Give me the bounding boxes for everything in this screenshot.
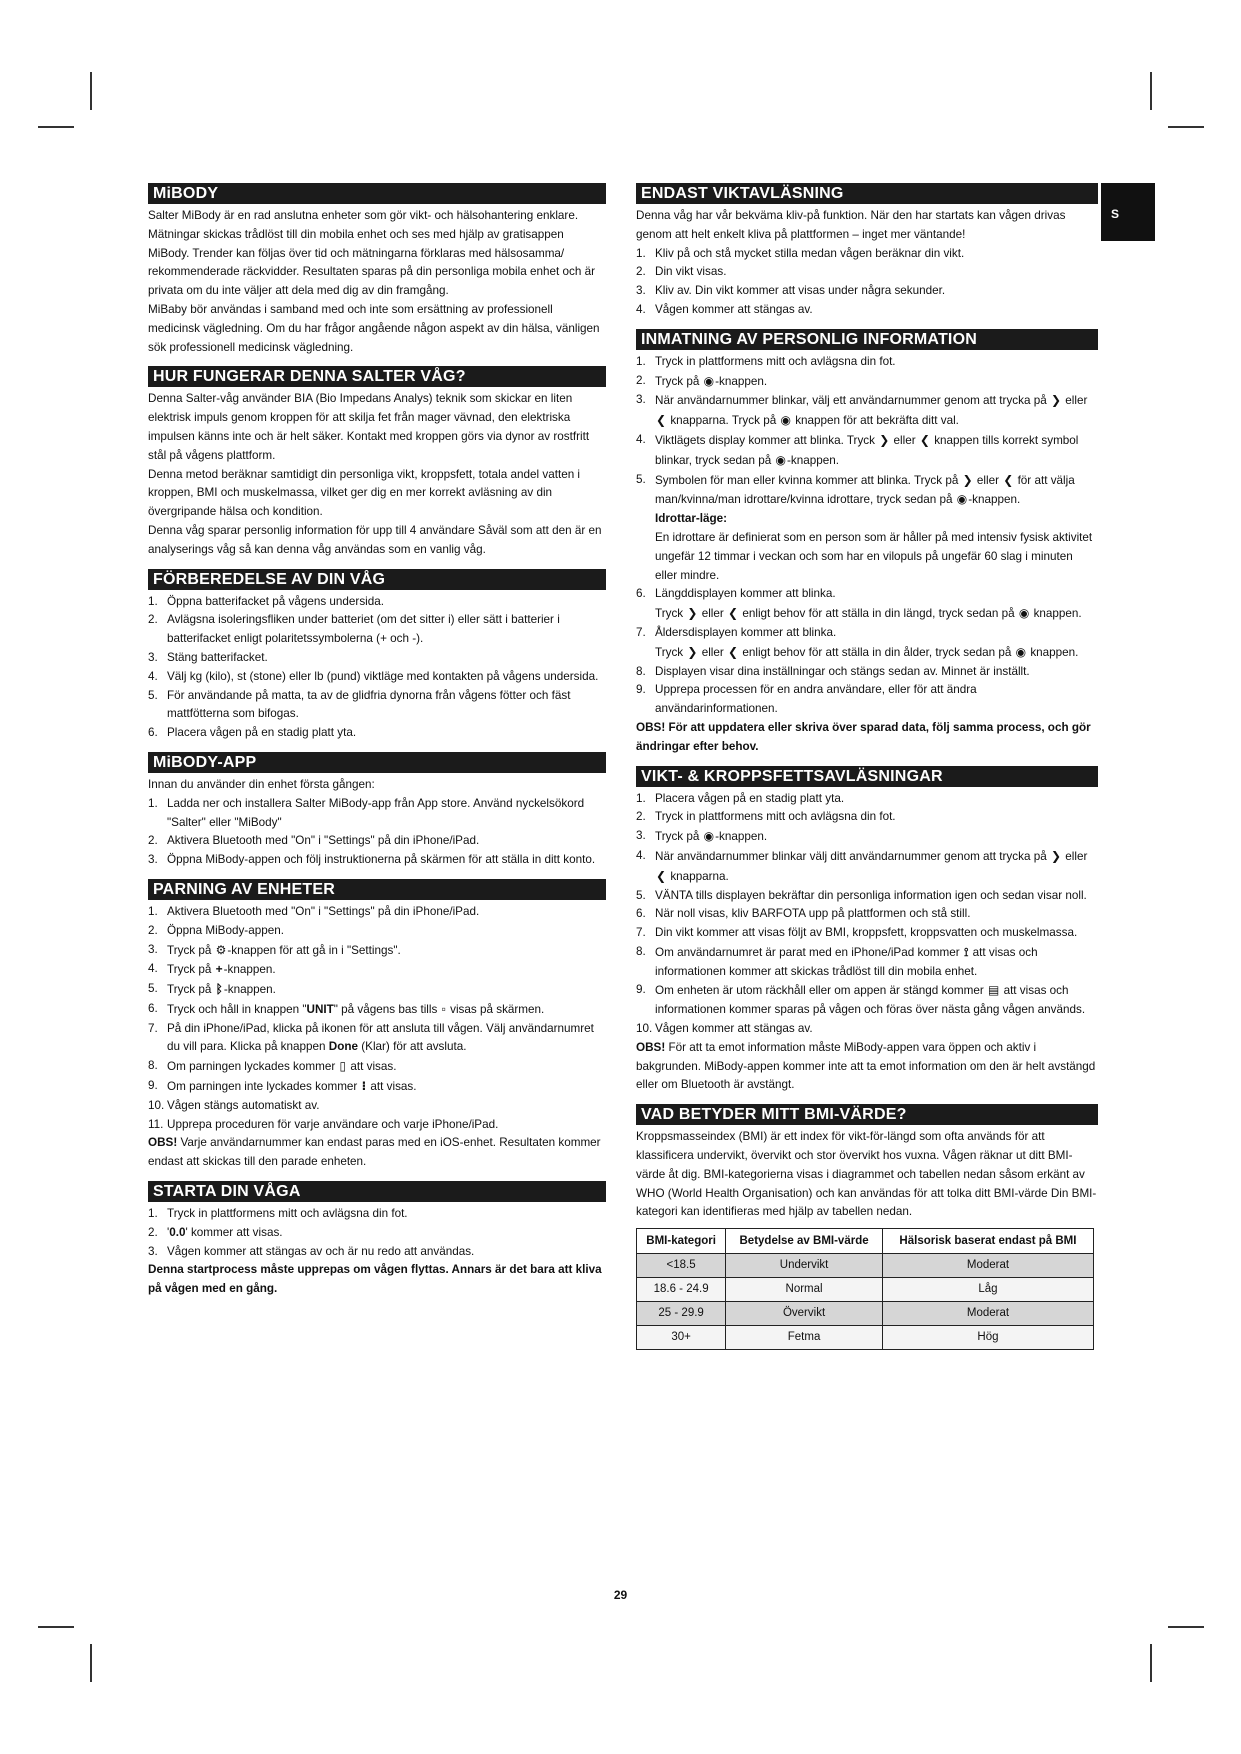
pairing-display-icon: ▫ xyxy=(441,1001,446,1016)
section-mibody xyxy=(148,183,606,357)
section-heading: ENDAST VIKTAVLÄSNING xyxy=(636,183,1098,204)
note: OBS! Varje användarnummer kan endast paras med en iOS-enhet. Resultaten kommer endast att skickas till den parade enheten. xyxy=(148,1136,601,1169)
list-item: 5. VÄNTA tills displayen bekräftar din personliga information igen och sedan visar noll. xyxy=(636,888,1087,902)
table-cell: Låg xyxy=(882,1278,1093,1302)
crop-mark xyxy=(1168,126,1204,128)
list-item: 9. Upprepa processen för en andra användare, eller för att ändra användarinformationen. xyxy=(636,683,977,716)
list-item: 6. Placera vågen på en stadig platt yta. xyxy=(148,726,357,740)
list-item: 1. Öppna batterifacket på vågens undersida. xyxy=(148,594,385,608)
section-weight-only xyxy=(636,183,1098,320)
arrow-right-icon: ❯ xyxy=(687,606,698,621)
section-heading: INMATNING AV PERSONLIG INFORMATION xyxy=(636,329,1098,350)
right-column xyxy=(636,183,1098,1359)
table-row xyxy=(637,1278,1094,1302)
list-item: 3. Tryck på ⚙-knappen för att gå in i "Settings". xyxy=(148,941,606,961)
crop-mark xyxy=(90,1644,92,1682)
table-header: Hälsorisk baserat endast på BMI xyxy=(882,1229,1093,1254)
section-bmi xyxy=(636,1104,1098,1350)
list-item: 8. Om användarnumret är parat med en iPhone/iPad kommer ⟟ att visas och informationen kommer att skickas trådlöst till din mobila enhet. xyxy=(636,944,1038,978)
left-column xyxy=(148,183,606,1308)
list-item: 5. Tryck på ᛒ-knappen. xyxy=(148,980,606,1000)
section-start xyxy=(148,1181,606,1299)
list-item: 1. Ladda ner och installera Salter MiBody-app från App store. Använd nyckelsökord "Salter" eller "MiBody" xyxy=(148,796,585,829)
bluetooth-icon: ᛒ xyxy=(215,982,223,997)
crop-mark xyxy=(90,72,92,110)
set-button-icon: ◉ xyxy=(703,373,715,388)
memory-icon: ▤ xyxy=(987,983,1000,998)
table-header: Betydelse av BMI-värde xyxy=(726,1229,883,1254)
list-item: 3. Stäng batterifacket. xyxy=(148,650,268,664)
section-heading: PARNING AV ENHETER xyxy=(148,879,606,900)
section-heading: MiBODY-APP xyxy=(148,752,606,773)
table-cell: 25 - 29.9 xyxy=(637,1302,726,1326)
section-app xyxy=(148,752,606,870)
list-item: 5. För användande på matta, ta av de glidfria dynorna från vågens fötter och fäst mattfötterna som bifogas. xyxy=(148,688,571,721)
list-item: 4. När användarnummer blinkar välj ditt användarnummer genom att trycka på ❯ eller ❮ knapparna. xyxy=(636,847,1098,887)
section-heading: MiBODY xyxy=(148,183,606,204)
note: OBS! För att uppdatera eller skriva över sparad data, följ samma process, och gör ändringar efter behov. xyxy=(636,720,1091,753)
list-item: 7. Din vikt kommer att visas följt av BMI, kroppsfett, kroppsvatten och muskelmassa. xyxy=(636,926,1078,940)
crop-mark xyxy=(1150,72,1152,110)
list-item: 2. Din vikt visas. xyxy=(636,265,727,279)
phone-error-icon: ⁝ xyxy=(361,1079,367,1094)
list-item: 1. Aktivera Bluetooth med "On" i "Settings" på din iPhone/iPad. xyxy=(148,904,480,918)
arrow-right-icon: ❯ xyxy=(879,432,890,447)
list-item: 7. Åldersdisplayen kommer att blinka. Tryck ❯ eller ❮ enligt behov för att ställa in din ålder, tryck sedan på ◉ knappen. xyxy=(636,624,1098,663)
list-item: 9. Om enheten är utom räckhåll eller om appen är stängd kommer ▤ att visas och informationen kommer sparas på vågen och föras över nästa gång vågen används. xyxy=(636,983,1086,1017)
list-item: 3. Kliv av. Din vikt kommer att visas under några sekunder. xyxy=(636,284,946,298)
list-item: 4. Tryck på +-knappen. xyxy=(148,960,606,980)
table-header-row xyxy=(637,1229,1094,1254)
list-item: 2. Avlägsna isoleringsfliken under batteriet (om det sitter i) eller sätt i batterier i batterifacket enligt polaritetssymbolerna (+ och -). xyxy=(148,613,560,646)
list-item: 7. På din iPhone/iPad, klicka på ikonen för att ansluta till vågen. Välj användarnumret du vill para. Klicka på knappen Done (Klar) för att avsluta. xyxy=(148,1021,594,1054)
table-cell: 18.6 - 24.9 xyxy=(637,1278,726,1302)
set-button-icon: ◉ xyxy=(1015,644,1027,659)
paragraph: Innan du använder din enhet första gången: xyxy=(148,777,375,791)
arrow-left-icon: ❮ xyxy=(656,868,667,883)
paragraph: Denna Salter-våg använder BIA (Bio Impedans Analys) teknik som skickar en liten elektrisk impuls genom kroppen för att skilja fet från mager vävnad, den elektriska impulsen känns inte och är helt säker. Kontakt med kroppen görs via dynor av rostfritt stål på vågens plattform. xyxy=(148,392,590,462)
table-cell: <18.5 xyxy=(637,1254,726,1278)
crop-mark xyxy=(38,1626,74,1628)
set-button-icon: ◉ xyxy=(775,452,787,467)
list-item: 6. Tryck och håll in knappen "UNIT" på vågens bas tills ▫ visas på skärmen. xyxy=(148,1000,606,1020)
section-heading: FÖRBEREDELSE AV DIN VÅG xyxy=(148,569,606,590)
list-item: 2. Aktivera Bluetooth med "On" i "Settings" på din iPhone/iPad. xyxy=(148,834,480,848)
list-item: 2. Öppna MiBody-appen. xyxy=(148,923,284,937)
paragraph: Denna våg har vår bekväma kliv-på funktion. När den har startats kan vågen drivas genom att helt enkelt kliva på plattformen – inget mer väntande! xyxy=(636,209,1066,241)
page-number: 29 xyxy=(613,1588,628,1602)
list-item: 4. Vågen kommer att stängas av. xyxy=(636,302,813,316)
list-item: 10. Vågen stängs automatiskt av. xyxy=(148,1098,320,1112)
plus-icon: + xyxy=(215,962,223,977)
section-heading: STARTA DIN VÅGA xyxy=(148,1181,606,1202)
list-item: 5. Symbolen för man eller kvinna kommer att blinka. Tryck på ❯ eller ❮ för att välja man/kvinna/man idrottare/kvinna idrottare, tryck sedan på ◉-knappen. Idrottar-läge: xyxy=(636,472,1075,526)
table-cell: Moderat xyxy=(882,1254,1093,1278)
list-item: 1. Kliv på och stå mycket stilla medan vågen beräknar din vikt. xyxy=(636,246,965,260)
paragraph: Salter MiBody är en rad anslutna enheter som gör vikt- och hälsohantering enklare. Mätningar skickas trådlöst till din mobila enhet och ses med hjälp av gratisappen MiBody. Trender kan följas över tid och mätningarna förklaras med hälsosamma/ rekommenderade räckvidder. Resultaten sparas på din personliga mobila enhet och är privata om du inte väljer att dela med dig av din framgång. xyxy=(148,209,595,298)
list-item: 1. Placera vågen på en stadig platt yta. xyxy=(636,791,845,805)
list-item: 1. Tryck in plattformens mitt och avlägsna din fot. xyxy=(148,1207,408,1221)
list-item: 1. Tryck in plattformens mitt och avlägsna din fot. xyxy=(636,354,896,368)
list-item: 3. Vågen kommer att stängas av och är nu redo att användas. xyxy=(148,1244,475,1258)
table-row xyxy=(637,1302,1094,1326)
table-row xyxy=(637,1254,1094,1278)
arrow-right-icon: ❯ xyxy=(1050,393,1062,408)
list-item: 9. Om parningen inte lyckades kommer ⁝ att visas. xyxy=(148,1077,606,1097)
arrow-right-icon: ❯ xyxy=(687,644,698,659)
arrow-right-icon: ❯ xyxy=(1050,848,1062,863)
list-item: 8. Displayen visar dina inställningar och stängs sedan av. Minnet är inställt. xyxy=(636,664,1030,678)
arrow-left-icon: ❮ xyxy=(728,644,739,659)
list-item: 2. Tryck in plattformens mitt och avlägsna din fot. xyxy=(636,810,896,824)
note: OBS! För att ta emot information måste MiBody-appen vara öppen och aktiv i bakgrunden. MiBody-appen kommer inte att ta emot information om den är helt avstängd eller om Bluetooth är avstängt. xyxy=(636,1040,1096,1092)
table-cell: Moderat xyxy=(882,1302,1093,1326)
list-item: 4. Välj kg (kilo), st (stone) eller lb (pund) viktläge med kontakten på vågens undersida. xyxy=(148,669,599,683)
table-cell: Övervikt xyxy=(726,1302,883,1326)
table-cell: Hög xyxy=(882,1326,1093,1350)
section-heading: VAD BETYDER MITT BMI-VÄRDE? xyxy=(636,1104,1098,1125)
list-item: 8. Om parningen lyckades kommer ▯ att visas. xyxy=(148,1057,606,1077)
paragraph: MiBaby bör användas i samband med och inte som ersättning av professionell medicinsk vägledning. Om du har frågor angående någon aspekt av din hälsa, vänligen sök professionell medicinsk vägledning. xyxy=(148,302,600,354)
arrow-left-icon: ❮ xyxy=(919,432,930,447)
crop-mark xyxy=(1168,1626,1204,1628)
set-button-icon: ◉ xyxy=(956,492,968,507)
set-button-icon: ◉ xyxy=(703,829,715,844)
crop-mark xyxy=(38,126,74,128)
paragraph: Kroppsmasseindex (BMI) är ett index för vikt-för-längd som ofta används för att klassificera undervikt, övervikt och stor övervikt hos vuxna. Vågen räknar ut ditt BMI-värde åt dig. BMI-kategorierna visas i diagrammet och tabellen nedan såsom erkänt av WHO (World Health Organisation) och kan användas för att tolka ditt BMI-värde Din BMI-kategori kan identifieras med hjälp av tabellen nedan. xyxy=(636,1130,1097,1219)
list-item: 3. Öppna MiBody-appen och följ instruktionerna på skärmen för att ställa in ditt konto. xyxy=(148,853,596,867)
note: Denna startprocess måste upprepas om vågen flyttas. Annars är det bara att kliva på vågen med en gång. xyxy=(148,1263,602,1296)
list-item: 2. '0.0' kommer att visas. xyxy=(148,1225,283,1239)
section-pairing xyxy=(148,879,606,1172)
gear-icon: ⚙ xyxy=(215,942,227,957)
bmi-table xyxy=(636,1228,1094,1350)
set-button-icon: ◉ xyxy=(780,413,791,428)
table-row xyxy=(637,1326,1094,1350)
section-personal-info xyxy=(636,329,1098,757)
arrow-right-icon: ❯ xyxy=(962,472,973,487)
language-tab: S xyxy=(1101,183,1155,241)
list-item: 3. När användarnummer blinkar, välj ett användarnummer genom att trycka på ❯ eller ❮ knapparna. Tryck på ◉ knappen för att bekräfta ditt val. xyxy=(636,391,1098,431)
paragraph: Denna våg sparar personlig information för upp till 4 användare Såväl som att den är en analyserings våg så kan denna våg användas som en vanlig våg. xyxy=(148,523,602,556)
arrow-left-icon: ❮ xyxy=(728,606,739,621)
table-cell: Normal xyxy=(726,1278,883,1302)
phone-icon: ▯ xyxy=(339,1059,347,1074)
table-header: BMI-kategori xyxy=(637,1229,726,1254)
list-item: 6. När noll visas, kliv BARFOTA upp på plattformen och stå still. xyxy=(636,907,971,921)
list-item: 3. Tryck på ◉-knappen. xyxy=(636,827,1098,847)
list-item: 6. Längddisplayen kommer att blinka. Tryck ❯ eller ❮ enligt behov för att ställa in din längd, tryck sedan på ◉ knappen. xyxy=(636,585,1098,624)
section-how-it-works xyxy=(148,366,606,559)
table-cell: 30+ xyxy=(637,1326,726,1350)
transmit-icon: ⟟ xyxy=(963,944,969,959)
list-item: 4. Viktlägets display kommer att blinka. Tryck ❯ eller ❮ knappen tills korrekt symbol blinkar, tryck sedan på ◉-knappen. xyxy=(636,431,1098,471)
list-item: 11. Upprepa proceduren för varje användare och varje iPhone/iPad. xyxy=(148,1117,499,1131)
crop-mark xyxy=(1150,1644,1152,1682)
set-button-icon: ◉ xyxy=(1018,606,1030,621)
table-cell: Fetma xyxy=(726,1326,883,1350)
section-readings xyxy=(636,766,1098,1096)
table-cell: Undervikt xyxy=(726,1254,883,1278)
paragraph: En idrottare är definierat som en person som är håller på med intensiv fysisk aktivitet ungefär 12 timmar i veckan och som har en vilopuls på ungefär 60 slag i minuten eller mindre. xyxy=(655,530,1093,582)
arrow-left-icon: ❮ xyxy=(1003,472,1014,487)
section-heading: HUR FUNGERAR DENNA SALTER VÅG? xyxy=(148,366,606,387)
section-heading: VIKT- & KROPPSFETTSAVLÄSNINGAR xyxy=(636,766,1098,787)
paragraph: Denna metod beräknar samtidigt din personliga vikt, kroppsfett, totala andel vatten i kroppen, BMI och muskelmassa, vilket ger dig en mer korrekt avläsning av din övergripande hälsa och kondition. xyxy=(148,467,581,519)
arrow-left-icon: ❮ xyxy=(656,413,667,428)
list-item: 2. Tryck på ◉-knappen. xyxy=(636,372,1098,392)
section-preparation xyxy=(148,569,606,743)
list-item: 10. Vågen kommer att stängas av. xyxy=(636,1022,813,1036)
